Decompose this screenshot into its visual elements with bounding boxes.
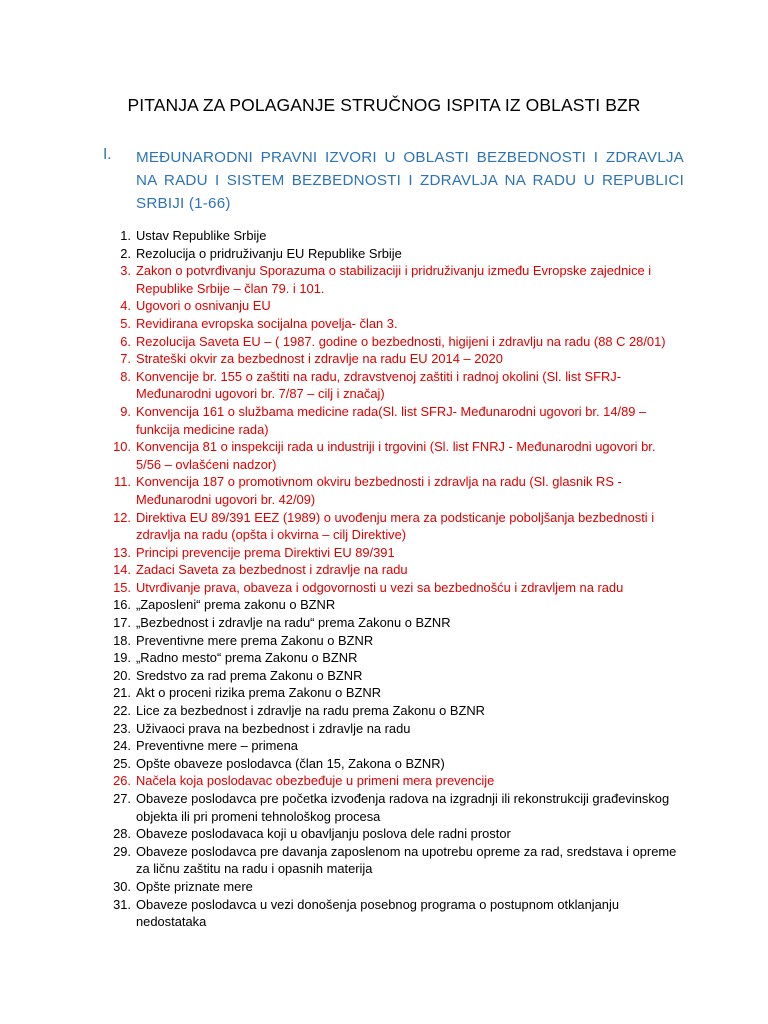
list-item-text: Zakon o potvrđivanju Sporazuma o stabilizaciji i pridruživanju između Evropske zajednice i Republike Srbije – član 79. i 101. [136,263,652,296]
list-item-text: Strateški okvir za bezbednost i zdravlje na radu EU 2014 – 2020 [136,351,503,367]
list-item-text: „Radno mesto“ prema Zakonu o BZNR [136,650,358,666]
list-item [103,227,683,245]
list-item-text: Sredstvo za rad prema Zakonu o BZNR [136,667,363,683]
list-item-text: Obaveze poslodavaca koji u obavljanju poslova dele radni prostor [136,826,511,842]
list-item-number: 29. [113,843,131,859]
list-item-text: Obaveze poslodavca pre početka izvođenja radova na izgradnji ili rekonstrukciji građevinskog objekta ili pri promeni tehnološkog procesa [136,791,670,824]
list-item [103,561,683,579]
document-title: PITANJA ZA POLAGANJE STRUČNOG ISPITA IZ OBLASTI BZR [127,95,641,115]
list-item [103,438,683,473]
list-item [103,403,683,438]
question-list [103,227,683,931]
list-item-number: 10. [113,439,131,455]
list-item-number: 30. [113,878,131,894]
list-item [103,632,683,650]
list-item [103,245,683,263]
list-item-number: 28. [113,826,131,842]
list-item-number: 20. [113,667,131,683]
list-item-number: 15. [113,579,131,595]
list-item-text: Zadaci Saveta za bezbednost i zdravlje na radu [136,562,408,578]
list-item-number: 22. [113,703,131,719]
list-item-text: Akt o proceni rizika prema Zakonu o BZNR [136,685,382,701]
list-item [103,702,683,720]
list-item [103,579,683,597]
list-item-text: Načela koja poslodavac obezbeđuje u primeni mera prevencije [136,773,495,789]
list-item-text: „Bezbednost i zdravlje na radu“ prema Zakonu o BZNR [136,615,451,631]
list-item [103,473,683,508]
list-item-number: 18. [113,632,131,648]
list-item-text: Revidirana evropska socijalna povelja- član 3. [136,315,398,331]
list-item-number: 4. [120,298,131,314]
list-item-number: 7. [120,351,131,367]
list-item [103,720,683,738]
section-number: I. [103,146,112,163]
list-item [103,684,683,702]
list-item-number: 26. [113,773,131,789]
list-item-text: Preventivne mere – primena [136,738,298,754]
list-item-number: 12. [113,509,131,525]
list-item-number: 6. [120,333,131,349]
list-item-number: 16. [113,597,131,613]
list-item [103,737,683,755]
list-item-text: Uživaoci prava na bezbednost i zdravlje na radu [136,720,411,736]
list-item-text: Konvencija 81 o inspekciji rada u industriji i trgovini (Sl. list FNRJ - Međunarodni ugovori br. 5/56 – ovlašćeni nadzor) [136,439,656,472]
list-item-text: Principi prevencije prema Direktivi EU 89/391 [136,544,395,560]
list-item-number: 5. [120,315,131,331]
list-item-text: Konvencija 161 o službama medicine rada(Sl. list SFRJ- Međunarodni ugovori br. 14/89 – funkcija medicine rada) [136,403,647,437]
list-item-text: Obaveze poslodavca pre davanja zaposlenom na upotrebu opreme za rad, sredstava i opreme za ličnu zaštitu na radu i opasnih materija [136,843,677,877]
list-item [103,509,683,544]
list-item-number: 27. [113,791,131,806]
list-item-number: 24. [113,738,131,754]
list-item [103,368,683,403]
list-item [103,772,683,790]
list-item-text: Opšte obaveze poslodavca (član 15, Zakona o BZNR) [136,755,445,771]
list-item-number: 19. [113,650,131,666]
list-item-text: Utvrđivanje prava, obaveza i odgovornosti u vezi sa bezbednošću i zdravljem na radu [136,579,624,595]
list-item-text: „Zaposleni“ prema zakonu o BZNR [136,597,336,613]
list-item [103,790,683,825]
list-item-text: Lice za bezbednost i zdravlje na radu prema Zakonu o BZNR [136,703,485,719]
list-item-text: Rezolucija o pridruživanju EU Republike Srbije [136,245,402,261]
list-item [103,350,683,368]
list-item-text: Rezolucija Saveta EU – ( 1987. godine o bezbednosti, higijeni i zdravlju na radu (88 C 28/01) [136,333,666,349]
list-item [103,896,683,931]
list-item-number: 9. [120,403,131,419]
list-item [103,315,683,333]
list-item [103,825,683,843]
list-item [103,667,683,685]
list-item-number: 2. [120,245,131,261]
list-item [103,843,683,878]
list-item-text: Opšte priznate mere [136,878,253,894]
list-item-number: 23. [113,720,131,736]
list-item-number: 13. [113,544,131,560]
list-item-number: 25. [113,755,131,771]
section-title: MEĐUNARODNI PRAVNI IZVORI U OBLASTI BEZBEDNOSTI I ZDRAVLJA NA RADU I SISTEM BEZBEDNOSTI I ZDRAVLJA NA RADU U REPUBLICI SRBIJI (1-66) [136,149,684,212]
list-item [103,596,683,614]
list-item-number: 31. [113,896,131,912]
list-item-number: 3. [120,263,131,279]
list-item [103,614,683,632]
list-item-text: Konvencije br. 155 o zaštiti na radu, zdravstvenoj zaštiti i radnoj okolini (Sl. list SFRJ- Međunarodni ugovori br. 7/87 – cilj i značaj) [136,368,622,402]
list-item-text: Direktiva EU 89/391 EEZ (1989) o uvođenju mera za podsticanje poboljšanja bezbednosti i zdravlja na radu (opšta i okvirna – cilj Direktive) [136,509,655,543]
list-item-text: Ustav Republike Srbije [136,228,267,243]
list-item [103,297,683,315]
list-item [103,755,683,773]
list-item [103,544,683,562]
list-item-text: Obaveze poslodavca u vezi donošenja posebnog programa o postupnom otklanjanju nedostataka [136,896,620,930]
list-item-text: Preventivne mere prema Zakonu o BZNR [136,632,374,648]
list-item-text: Ugovori o osnivanju EU [136,298,271,314]
list-item [103,262,683,297]
list-item-text: Konvencija 187 o promotivnom okviru bezbednosti i zdravlja na radu (Sl. glasnik RS - Međunarodni ugovori br. 42/09) [136,474,622,507]
list-item-number: 17. [113,615,131,631]
list-item-number: 11. [114,474,131,490]
list-item [103,878,683,896]
list-item-number: 21. [113,685,131,701]
list-item [103,649,683,667]
list-item [103,333,683,351]
list-item-number: 14. [113,562,131,578]
list-item-number: 1. [120,228,131,243]
list-item-number: 8. [120,368,131,384]
